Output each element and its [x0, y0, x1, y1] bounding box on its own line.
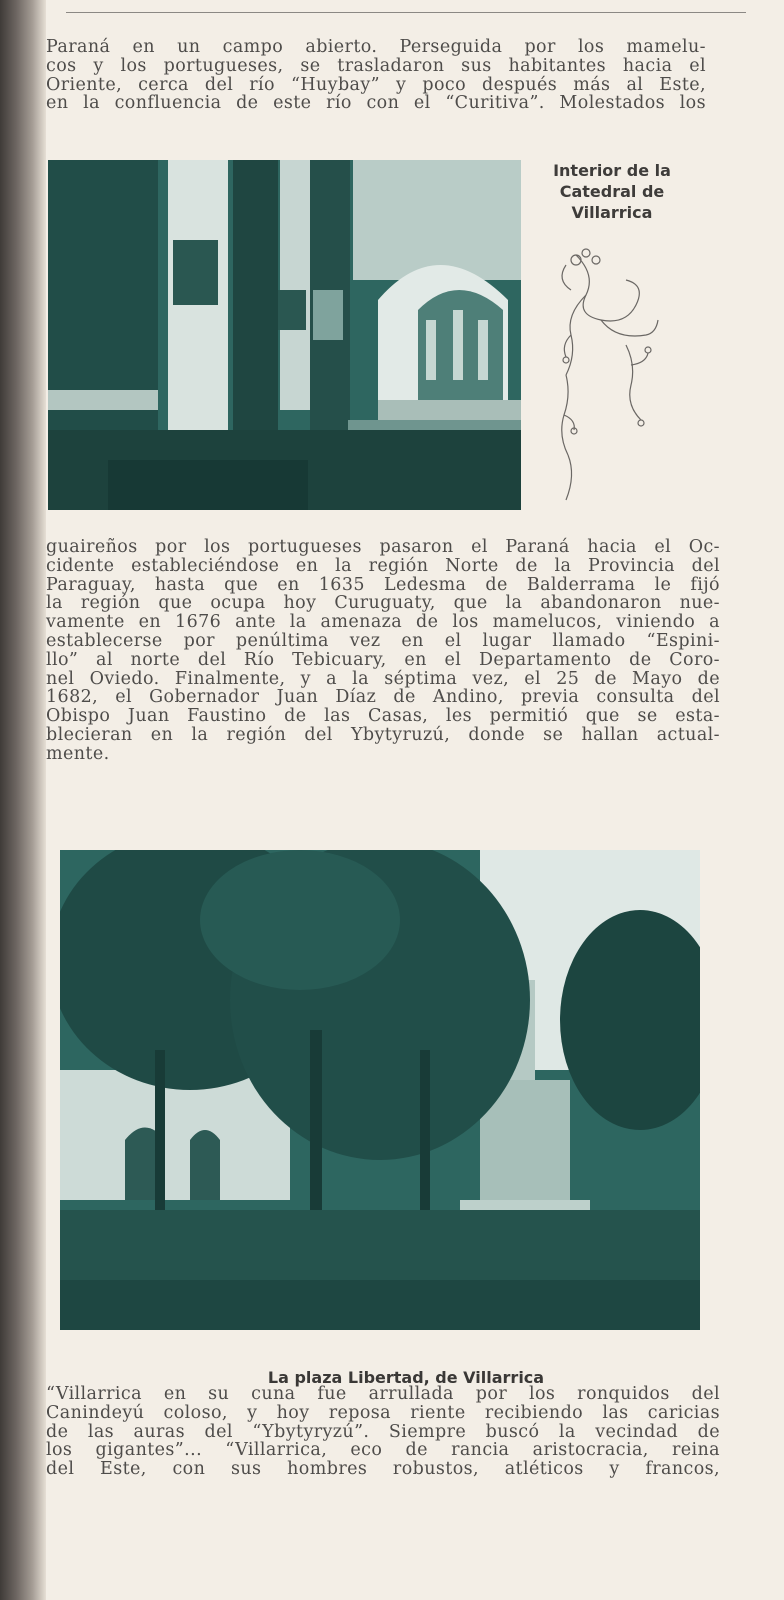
caption-line: Villarrica: [571, 203, 653, 222]
floral-ornament-icon: [546, 245, 666, 510]
book-page: [46, 0, 784, 1600]
text-line: llo” al norte del Río Tebicuary, en el Departamento de Coro-: [46, 649, 720, 670]
paragraph-3: [46, 1385, 720, 1479]
plaza-libertad-photo: [60, 850, 700, 1330]
cathedral-interior-caption: [532, 160, 692, 223]
text-line: de las auras del “Ybytyryzú”. Siempre buscó la vecindad de: [46, 1421, 720, 1442]
cathedral-interior-photo: [48, 160, 521, 510]
text-line: Canindeyú coloso, y hoy reposa riente recibiendo las caricias: [46, 1402, 720, 1423]
paragraph-1: [46, 38, 706, 113]
text-line: Oriente, cerca del río “Huybay” y poco después más al Este,: [46, 74, 706, 95]
text-line: cos y los portugueses, se trasladaron sus habitantes hacia el: [46, 55, 706, 76]
text-line: vamente en 1676 ante la amenaza de los mamelucos, viniendo a: [46, 612, 720, 633]
text-line: Obispo Juan Faustino de las Casas, les permitió que se esta-: [46, 706, 720, 727]
text-line: 1682, el Gobernador Juan Díaz de Andino, previa consulta del: [46, 687, 720, 708]
text-line: establecerse por penúltima vez en el lugar llamado “Espini-: [46, 630, 720, 651]
top-rule: [66, 12, 746, 13]
text-line: blecieran en la región del Ybytyruzú, donde se hallan actual-: [46, 724, 720, 745]
text-line: Paraná en un campo abierto. Perseguida por los mamelu-: [46, 37, 706, 57]
text-line: del Este, con sus hombres robustos, atléticos y francos,: [46, 1459, 720, 1480]
text-line: “Villarrica en su cuna fue arrullada por los ronquidos del: [46, 1384, 720, 1404]
paragraph-2: [46, 538, 720, 764]
text-line: nel Oviedo. Finalmente, y a la séptima vez, el 25 de Mayo de: [46, 668, 720, 689]
text-line: Paraguay, hasta que en 1635 Ledesma de Balderrama le fijó: [46, 574, 720, 595]
text-line: cidente estableciéndose en la región Norte de la Provincia del: [46, 555, 720, 576]
text-line: en la confluencia de este río con el “Curitiva”. Molestados los: [46, 93, 706, 114]
caption-line: Catedral de: [559, 182, 665, 201]
text-line: guaireños por los portugueses pasaron el Paraná hacia el Oc-: [46, 537, 720, 557]
text-line: mente.: [46, 743, 110, 764]
text-line: los gigantes”... “Villarrica, eco de rancia aristocracia, reina: [46, 1440, 720, 1461]
plaza-libertad-caption: La plaza Libertad, de Villarrica: [267, 1368, 545, 1387]
book-spine-shadow: [0, 0, 46, 1600]
text-line: la región que ocupa hoy Curuguaty, que la abandonaron nue-: [46, 593, 720, 614]
caption-line: Interior de la: [553, 161, 671, 180]
